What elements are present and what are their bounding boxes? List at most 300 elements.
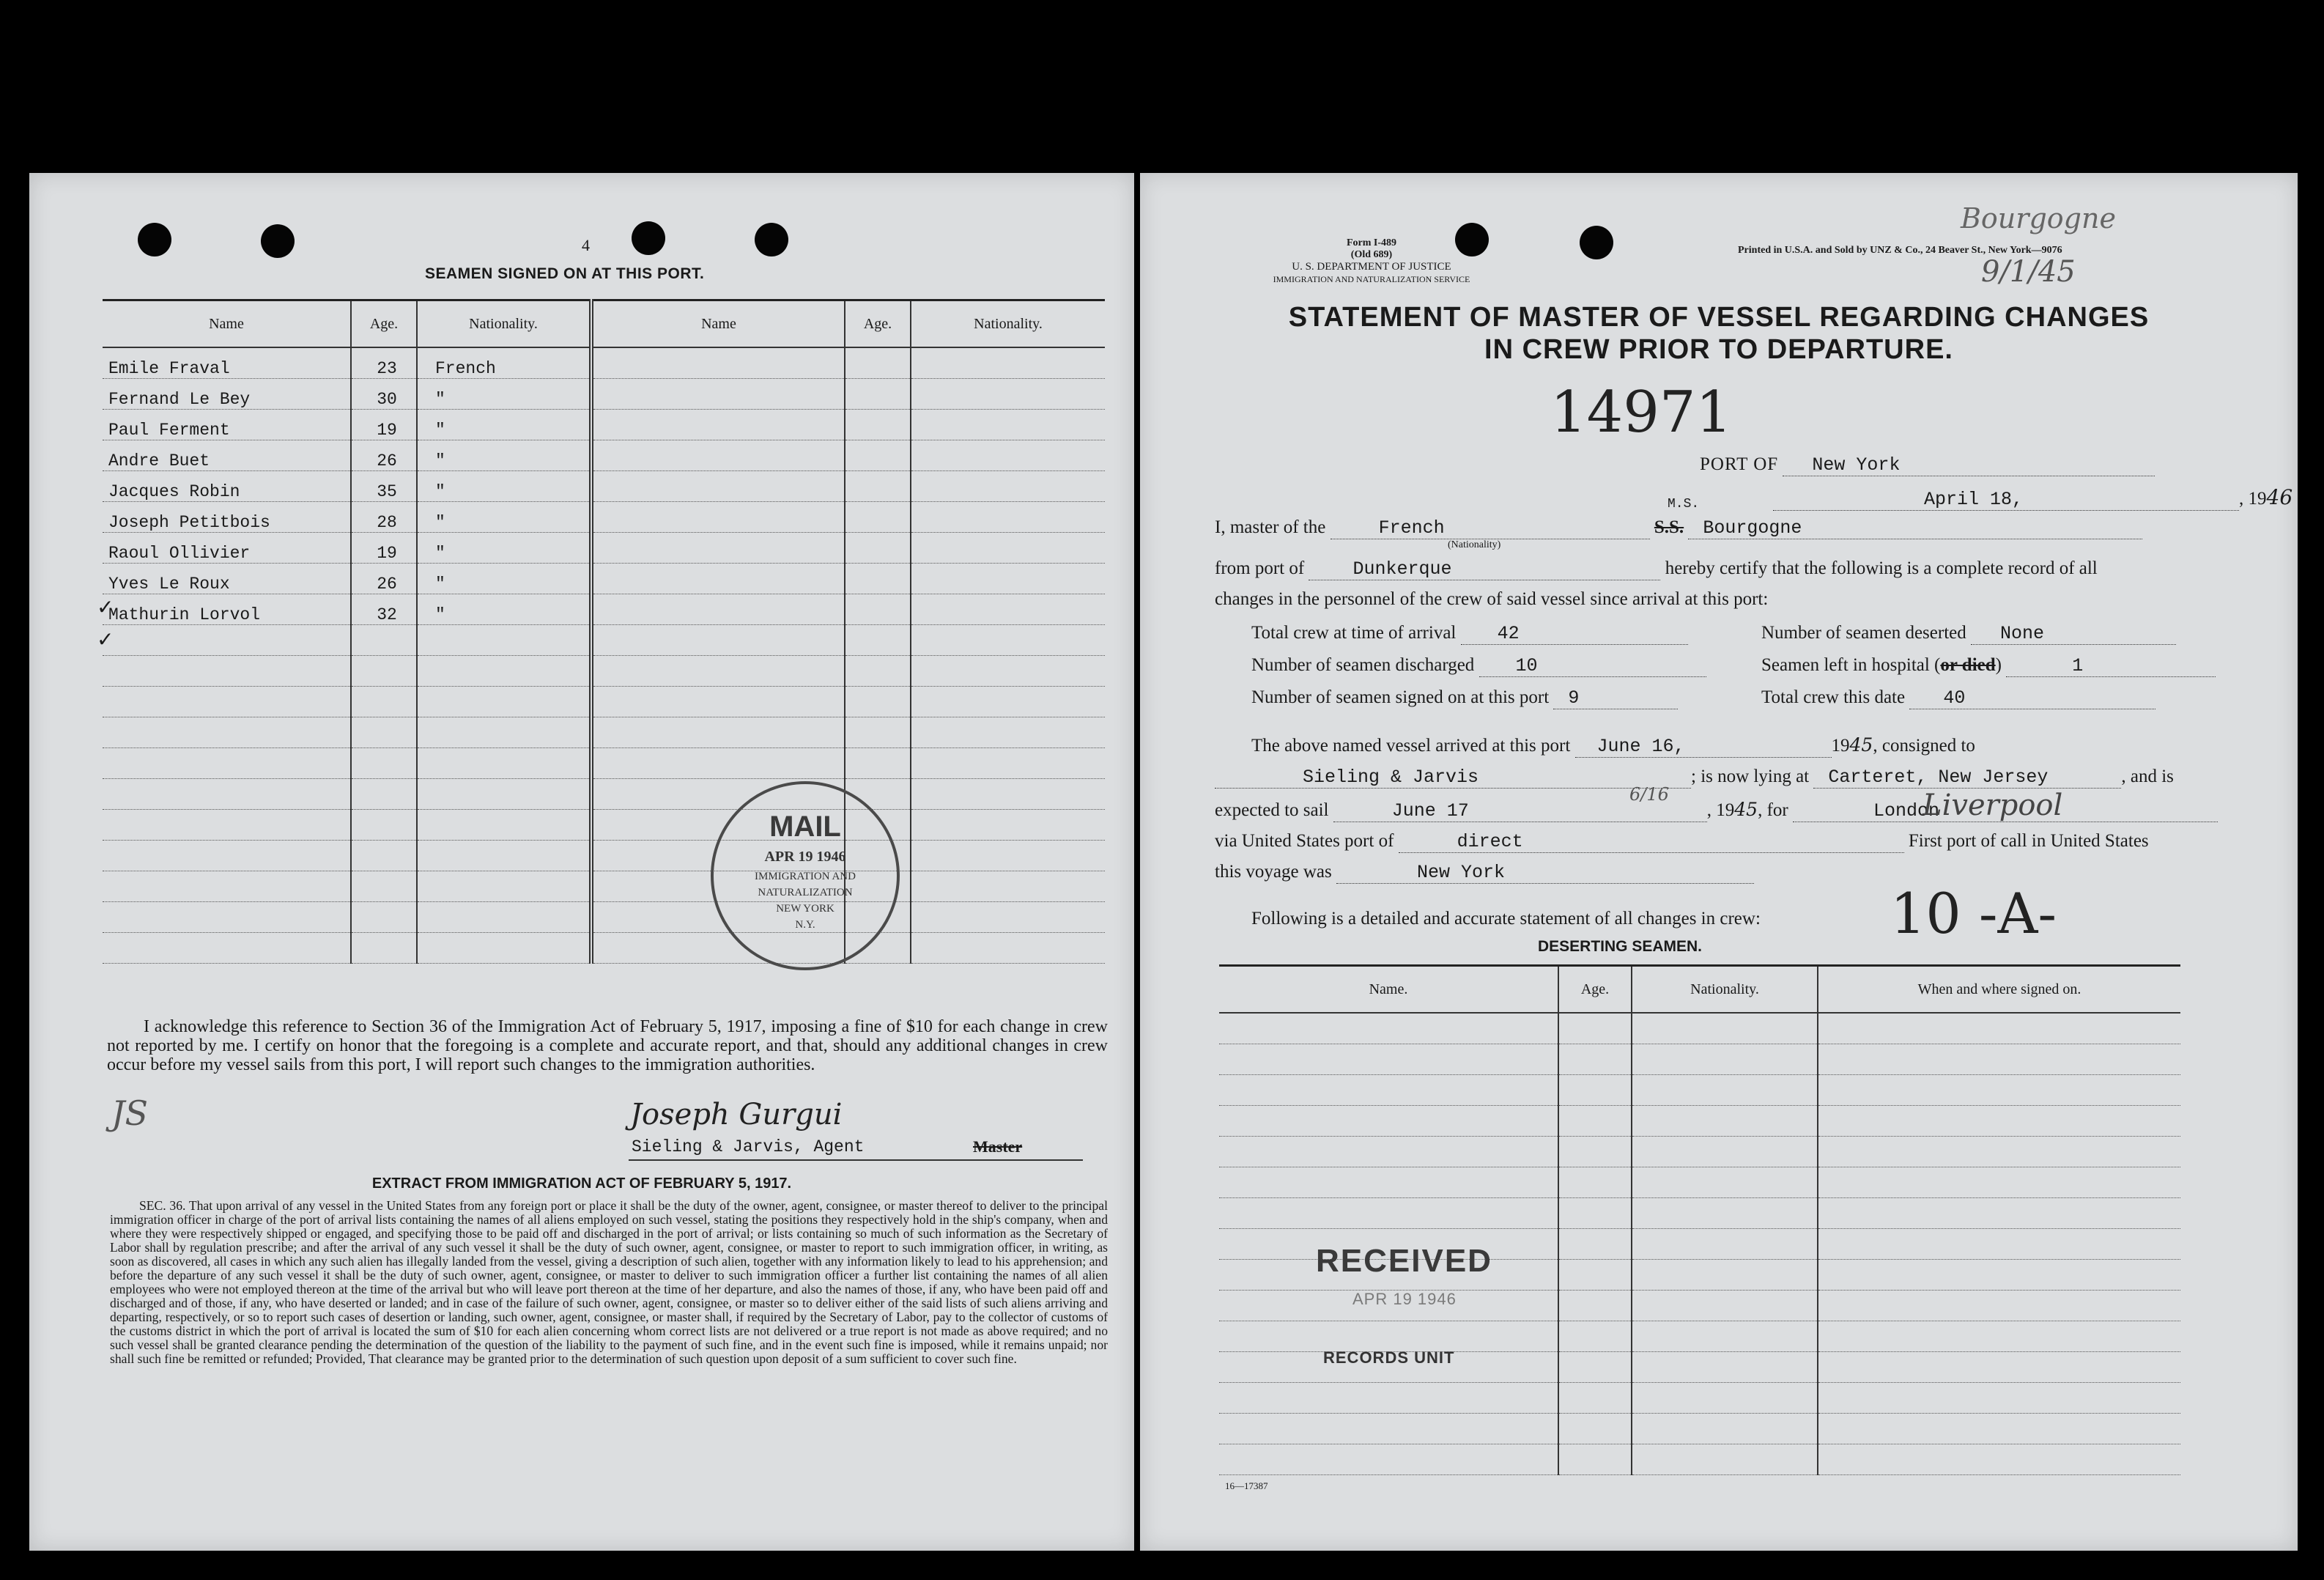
seamen-signed-on-table bbox=[103, 299, 1105, 964]
seaman-nationality: " bbox=[417, 379, 591, 410]
table-row bbox=[103, 779, 1105, 810]
deserting-cell bbox=[1219, 1013, 1558, 1044]
port-label: PORT OF bbox=[1700, 454, 1779, 474]
seaman-name bbox=[591, 687, 845, 717]
seaman-age: 26 bbox=[351, 564, 417, 594]
seaman-name bbox=[103, 841, 351, 871]
total-crew-arrival-line bbox=[1251, 623, 1688, 645]
seaman-age bbox=[845, 379, 911, 410]
check-mark: ✓ bbox=[97, 629, 114, 651]
deserting-cell bbox=[1818, 1229, 2180, 1260]
seaman-nationality: " bbox=[417, 410, 591, 440]
seaman-name bbox=[103, 687, 351, 717]
seaman-nationality bbox=[417, 841, 591, 871]
arrived-label: The above named vessel arrived at this port bbox=[1251, 736, 1571, 756]
seaman-age bbox=[351, 902, 417, 933]
seaman-name: Mathurin Lorvol bbox=[103, 594, 351, 625]
lying-label: ; is now lying at bbox=[1691, 767, 1810, 786]
total-crew-date-value: 40 bbox=[1909, 687, 2155, 709]
deserting-cell bbox=[1632, 1137, 1818, 1167]
expected-year: 45 bbox=[1734, 799, 1758, 820]
voyage-label: this voyage was bbox=[1215, 862, 1332, 882]
form-title-line1: STATEMENT OF MASTER OF VESSEL REGARDING CHANGES bbox=[1288, 302, 2150, 333]
deserting-cell bbox=[1558, 1444, 1632, 1475]
master-line bbox=[1215, 517, 2142, 539]
form-title-line2: IN CREW PRIOR TO DEPARTURE. bbox=[1484, 334, 1953, 365]
column-header-name: Name bbox=[103, 300, 351, 348]
table-header-row bbox=[103, 300, 1105, 348]
deserted-label: Number of seamen deserted bbox=[1761, 623, 1966, 643]
destination-hand-note: Liverpool bbox=[1923, 789, 2063, 822]
deserting-cell bbox=[1818, 1075, 2180, 1106]
hospital-line bbox=[1761, 655, 2216, 677]
footer-code: 16—17387 bbox=[1225, 1480, 1268, 1491]
deserting-cell bbox=[1818, 1044, 2180, 1075]
seaman-name bbox=[591, 440, 845, 471]
seaman-nationality bbox=[911, 564, 1105, 594]
seaman-name: Andre Buet bbox=[103, 440, 351, 471]
mail-stamp bbox=[711, 781, 900, 970]
seaman-nationality bbox=[911, 379, 1105, 410]
deserting-cell bbox=[1558, 1352, 1632, 1383]
deserting-cell bbox=[1632, 1352, 1818, 1383]
table-row bbox=[103, 347, 1105, 379]
deserting-cell bbox=[1558, 1075, 1632, 1106]
seaman-nationality bbox=[911, 810, 1105, 841]
seaman-nationality bbox=[911, 594, 1105, 625]
seaman-nationality bbox=[417, 625, 591, 656]
seaman-age bbox=[845, 502, 911, 533]
expected-year-prefix: , 19 bbox=[1706, 800, 1735, 820]
deserting-cell bbox=[1219, 1444, 1558, 1475]
deserting-heading: DESERTING SEAMEN. bbox=[1537, 938, 1703, 955]
deserting-cell bbox=[1818, 1383, 2180, 1414]
punch-hole bbox=[138, 223, 171, 256]
seaman-nationality bbox=[911, 717, 1105, 748]
from-port-value: Dunkerque bbox=[1309, 558, 1660, 580]
vessel-prefix: M.S. bbox=[1668, 497, 1700, 512]
arrived-year: 45 bbox=[1849, 734, 1873, 756]
seaman-name bbox=[103, 933, 351, 964]
service: IMMIGRATION AND NATURALIZATION SERVICE bbox=[1273, 274, 1470, 284]
seaman-name bbox=[103, 902, 351, 933]
table-row bbox=[1219, 1013, 2180, 1044]
deserting-cell bbox=[1219, 1106, 1558, 1137]
table-row bbox=[103, 502, 1105, 533]
seaman-name bbox=[591, 748, 845, 779]
seaman-name bbox=[103, 810, 351, 841]
seaman-nationality bbox=[417, 656, 591, 687]
column-header-age: Age. bbox=[351, 300, 417, 348]
deserting-cell bbox=[1219, 1321, 1558, 1352]
seaman-nationality bbox=[911, 902, 1105, 933]
table-row bbox=[1219, 1106, 2180, 1137]
expected-hand-note: 6/16 bbox=[1629, 784, 1669, 805]
nationality-value: French bbox=[1331, 517, 1650, 539]
deserting-cell bbox=[1818, 1260, 2180, 1291]
table-row bbox=[1219, 1137, 2180, 1167]
hospital-value: 1 bbox=[2006, 655, 2216, 677]
seaman-name bbox=[591, 533, 845, 564]
records-unit-stamp: RECORDS UNIT bbox=[1323, 1348, 1455, 1367]
signed-on-label: Number of seamen signed on at this port bbox=[1251, 687, 1550, 707]
seaman-age bbox=[845, 347, 911, 379]
seaman-age: 32 bbox=[351, 594, 417, 625]
arrived-line bbox=[1251, 734, 1975, 758]
seaman-age bbox=[845, 471, 911, 502]
seaman-nationality bbox=[911, 687, 1105, 717]
deserting-cell bbox=[1219, 1137, 1558, 1167]
deserting-cell bbox=[1818, 1321, 2180, 1352]
from-port-line bbox=[1215, 558, 2098, 580]
received-stamp: RECEIVED bbox=[1316, 1243, 1492, 1279]
deserting-cell bbox=[1632, 1013, 1818, 1044]
deserting-cell bbox=[1558, 1167, 1632, 1198]
signature-line bbox=[629, 1159, 1083, 1161]
total-crew-arrival-label: Total crew at time of arrival bbox=[1251, 623, 1457, 643]
date-line bbox=[1773, 485, 2292, 511]
page-number: 4 bbox=[582, 236, 590, 254]
hospital-struck: or died bbox=[1940, 655, 1996, 675]
column-header-name: Name bbox=[591, 300, 845, 348]
seaman-age bbox=[351, 810, 417, 841]
certify-text: hereby certify that the following is a complete record of all bbox=[1665, 558, 2098, 578]
table-row bbox=[103, 471, 1105, 502]
deserting-cell bbox=[1558, 1383, 1632, 1414]
mail-stamp-word: MAIL bbox=[769, 811, 841, 843]
table-row bbox=[103, 933, 1105, 964]
vessel-name: Bourgogne bbox=[1688, 517, 2142, 539]
table-row bbox=[103, 841, 1105, 871]
seaman-age bbox=[845, 717, 911, 748]
mail-stamp-line: NATURALIZATION bbox=[758, 887, 853, 898]
deserting-cell bbox=[1632, 1291, 1818, 1321]
arrived-value: June 16, bbox=[1575, 736, 1832, 758]
deserting-cell bbox=[1818, 1414, 2180, 1444]
deserting-cell bbox=[1632, 1260, 1818, 1291]
via-label: via United States port of bbox=[1215, 831, 1394, 851]
seaman-name bbox=[103, 748, 351, 779]
vessel-prefix-struck: S.S. bbox=[1654, 517, 1684, 537]
table-row bbox=[103, 810, 1105, 841]
seaman-age bbox=[845, 687, 911, 717]
table-row bbox=[103, 625, 1105, 656]
total-crew-date-line bbox=[1761, 687, 2155, 709]
table-row bbox=[103, 564, 1105, 594]
table-header-row bbox=[1219, 966, 2180, 1014]
expected-line bbox=[1215, 799, 2218, 822]
seaman-age: 19 bbox=[351, 533, 417, 564]
via-value: direct bbox=[1399, 831, 1904, 853]
table-row bbox=[1219, 1198, 2180, 1229]
deserting-cell bbox=[1632, 1229, 1818, 1260]
seaman-name: Fernand Le Bey bbox=[103, 379, 351, 410]
table-row bbox=[1219, 1167, 2180, 1198]
consignee-line bbox=[1215, 767, 2174, 789]
crew-code: 10 -A- bbox=[1890, 881, 2057, 946]
date-value: April 18, bbox=[1773, 489, 2239, 511]
deserting-cell bbox=[1558, 1044, 1632, 1075]
seaman-age bbox=[351, 687, 417, 717]
seaman-name bbox=[103, 779, 351, 810]
deserting-cell bbox=[1558, 1229, 1632, 1260]
seaman-nationality bbox=[417, 871, 591, 902]
following-text: Following is a detailed and accurate statement of all changes in crew: bbox=[1251, 909, 1761, 929]
seaman-age bbox=[845, 656, 911, 687]
seaman-nationality bbox=[911, 748, 1105, 779]
extract-heading: EXTRACT FROM IMMIGRATION ACT OF FEBRUARY 5, 1917. bbox=[371, 1175, 792, 1192]
seaman-nationality: " bbox=[417, 471, 591, 502]
seaman-age: 30 bbox=[351, 379, 417, 410]
seaman-name bbox=[591, 379, 845, 410]
seaman-age: 35 bbox=[351, 471, 417, 502]
discharged-value: 10 bbox=[1479, 655, 1706, 677]
seaman-nationality: " bbox=[417, 594, 591, 625]
handwritten-initials: JS bbox=[111, 1093, 148, 1133]
seaman-nationality bbox=[911, 440, 1105, 471]
from-port-label: from port of bbox=[1215, 558, 1305, 578]
department: U. S. DEPARTMENT OF JUSTICE bbox=[1292, 261, 1451, 273]
seaman-name bbox=[591, 347, 845, 379]
column-header-age: Age. bbox=[1558, 966, 1632, 1014]
table-row bbox=[103, 871, 1105, 902]
seaman-age: 26 bbox=[351, 440, 417, 471]
seaman-name bbox=[103, 625, 351, 656]
seaman-nationality: French bbox=[417, 347, 591, 379]
seaman-name bbox=[591, 502, 845, 533]
seaman-nationality bbox=[911, 502, 1105, 533]
deserting-cell bbox=[1558, 1260, 1632, 1291]
seaman-age bbox=[351, 871, 417, 902]
deserting-cell bbox=[1632, 1044, 1818, 1075]
column-header-nationality: Nationality. bbox=[911, 300, 1105, 348]
punch-hole bbox=[261, 224, 295, 258]
seaman-nationality: " bbox=[417, 533, 591, 564]
seaman-age bbox=[845, 564, 911, 594]
hospital-close: ) bbox=[1995, 655, 2002, 675]
consignee-value: Sieling & Jarvis bbox=[1215, 767, 1691, 789]
seaman-name bbox=[591, 594, 845, 625]
seaman-age bbox=[845, 440, 911, 471]
deserting-cell bbox=[1219, 1167, 1558, 1198]
seaman-name bbox=[591, 564, 845, 594]
seaman-age bbox=[351, 841, 417, 871]
seaman-nationality bbox=[417, 717, 591, 748]
seaman-nationality bbox=[417, 933, 591, 964]
seaman-nationality bbox=[417, 902, 591, 933]
file-number: 14971 bbox=[1550, 380, 1733, 446]
port-line bbox=[1700, 454, 2155, 476]
table-row bbox=[103, 902, 1105, 933]
consigned-label: , consigned to bbox=[1873, 736, 1975, 756]
column-header-nationality: Nationality. bbox=[417, 300, 591, 348]
mail-stamp-line: NEW YORK bbox=[776, 903, 835, 915]
deserting-cell bbox=[1818, 1137, 2180, 1167]
column-header-name: Name. bbox=[1219, 966, 1558, 1014]
punch-hole bbox=[1580, 226, 1613, 259]
right-page bbox=[1140, 173, 2298, 1551]
seaman-name bbox=[103, 717, 351, 748]
table-row bbox=[103, 533, 1105, 564]
seaman-age: 28 bbox=[351, 502, 417, 533]
table-row bbox=[1219, 1414, 2180, 1444]
seaman-name bbox=[591, 410, 845, 440]
first-port-label: First port of call in United States bbox=[1908, 831, 2149, 851]
arrived-year-prefix: 19 bbox=[1831, 736, 1850, 756]
year-prefix: , 19 bbox=[2239, 489, 2267, 509]
column-header-nationality: Nationality. bbox=[1632, 966, 1818, 1014]
seaman-age bbox=[351, 933, 417, 964]
deserting-cell bbox=[1219, 1383, 1558, 1414]
deserting-cell bbox=[1558, 1137, 1632, 1167]
table-row bbox=[103, 748, 1105, 779]
seaman-nationality bbox=[417, 779, 591, 810]
changes-text: changes in the personnel of the crew of said vessel since arrival at this port: bbox=[1215, 589, 1769, 609]
deserting-cell bbox=[1558, 1291, 1632, 1321]
expected-label: expected to sail bbox=[1215, 800, 1329, 820]
deserted-value: None bbox=[1971, 623, 2176, 645]
table-row bbox=[103, 687, 1105, 717]
left-page bbox=[29, 173, 1134, 1551]
deserting-cell bbox=[1632, 1198, 1818, 1229]
seaman-name: Emile Fraval bbox=[103, 347, 351, 379]
seaman-nationality: " bbox=[417, 440, 591, 471]
seaman-name bbox=[591, 471, 845, 502]
seaman-name: Yves Le Roux bbox=[103, 564, 351, 594]
seaman-name: Paul Ferment bbox=[103, 410, 351, 440]
deserting-cell bbox=[1818, 1013, 2180, 1044]
seaman-age: 19 bbox=[351, 410, 417, 440]
deserting-cell bbox=[1219, 1075, 1558, 1106]
form-number: Form I-489 bbox=[1346, 237, 1397, 248]
mail-stamp-line: IMMIGRATION AND bbox=[755, 871, 856, 882]
seaman-name bbox=[591, 625, 845, 656]
section-heading: SEAMEN SIGNED ON AT THIS PORT. bbox=[425, 265, 705, 282]
seaman-name: Joseph Petitbois bbox=[103, 502, 351, 533]
table-row bbox=[103, 440, 1105, 471]
seaman-age bbox=[845, 625, 911, 656]
seaman-name bbox=[103, 656, 351, 687]
seaman-nationality bbox=[911, 347, 1105, 379]
destination-value: London bbox=[1793, 800, 2218, 822]
agent-signature: Joseph Gurgui bbox=[630, 1098, 843, 1132]
table-row bbox=[1219, 1321, 2180, 1352]
total-crew-arrival-value: 42 bbox=[1461, 623, 1688, 645]
deserting-cell bbox=[1818, 1106, 2180, 1137]
seaman-name bbox=[591, 656, 845, 687]
mail-stamp-line: N.Y. bbox=[795, 919, 815, 931]
discharged-line bbox=[1251, 655, 1706, 677]
seaman-age bbox=[845, 748, 911, 779]
mail-stamp-date: APR 19 1946 bbox=[764, 849, 846, 865]
check-mark: ✓ bbox=[97, 597, 114, 619]
seaman-age bbox=[351, 656, 417, 687]
seaman-nationality bbox=[911, 841, 1105, 871]
seaman-nationality bbox=[417, 687, 591, 717]
deserting-cell bbox=[1558, 1414, 1632, 1444]
deserting-cell bbox=[1558, 1198, 1632, 1229]
table-body bbox=[103, 347, 1105, 964]
deserting-seamen-table bbox=[1219, 964, 2180, 1475]
port-value: New York bbox=[1783, 454, 2155, 476]
seaman-age bbox=[351, 779, 417, 810]
signed-on-line bbox=[1251, 687, 1678, 709]
deserting-cell bbox=[1818, 1352, 2180, 1383]
deserting-cell bbox=[1818, 1167, 2180, 1198]
table-row bbox=[1219, 1383, 2180, 1414]
voyage-line bbox=[1215, 862, 1754, 884]
deserting-cell bbox=[1558, 1013, 1632, 1044]
table-row bbox=[103, 379, 1105, 410]
expected-value: June 17 bbox=[1333, 800, 1707, 822]
master-of-label: I, master of the bbox=[1215, 517, 1326, 537]
hospital-label: Seamen left in hospital ( bbox=[1761, 655, 1941, 675]
deserting-cell bbox=[1632, 1414, 1818, 1444]
deserting-cell bbox=[1219, 1198, 1558, 1229]
seaman-age bbox=[845, 533, 911, 564]
seaman-nationality bbox=[911, 410, 1105, 440]
and-is: , and is bbox=[2121, 767, 2174, 786]
seaman-nationality bbox=[911, 471, 1105, 502]
punch-hole bbox=[632, 221, 665, 255]
extract-text: SEC. 36. That upon arrival of any vessel in the United States from any foreign port or place it shall be the duty of the owner, agent, consignee, or master thereof to deliver to the principal immigration officer in charge of the port of arrival lists containing the names of all aliens employed on such vessel, stating the positions they respectively hold in the ship's company, when and where they were respectively shipped or engaged, and specifying those to be paid off and discharged in the port of arrival; or lists containing so much of such information as the Secretary of Labor shall by regulation prescribe; and after the arrival of any such vessel it shall be the duty of such owner, agent, consignee, or master to report to such immigration officer, in writing, as soon as discovered, all cases in which any such alien has illegally landed from the vessel, giving a description of such alien, together with any information likely to lead to his apprehension; and before the departure of any such vessel it shall be the duty of such owner, agent, consignee, or master to deliver to such immigration officer a further list containing the names of all alien employees who were not employed thereon at the time of the arrival but who will leave port thereon at the time of her departure, and also the names of those, if any, who have been paid off and discharged and of those, if any, who have deserted or landed; and in case of the failure of such owner, agent, consignee, or master so to deliver either of the said lists of such aliens arriving and departing, respectively, or so to report such cases of desertion or landing, such owner, agent, consignee, or master shall, if required by the Secretary of Labor, pay to the collector of customs of the customs district in which the port of arrival is located the sum of $10 for each alien concerning whom correct lists are not delivered or a true report is not made as above required; and no such vessel shall be granted clearance pending the determination of the question of the liability to the payment of such fine, and in the event such fine is imposed, while it remains unpaid; nor shall such fine be remitted or refunded; Provided, That clearance may be granted prior to the determination of such question upon deposit of a sum sufficient to cover such fine. bbox=[110, 1198, 1108, 1366]
seaman-age bbox=[845, 594, 911, 625]
agent-name: Sieling & Jarvis, Agent bbox=[632, 1137, 865, 1156]
deserted-line bbox=[1761, 623, 2176, 645]
table-row bbox=[103, 410, 1105, 440]
seaman-age bbox=[351, 625, 417, 656]
deserting-cell bbox=[1219, 1044, 1558, 1075]
deserting-cell bbox=[1818, 1291, 2180, 1321]
corner-note-date: 9/1/45 bbox=[1981, 255, 2076, 289]
seaman-nationality bbox=[911, 779, 1105, 810]
nationality-caption: (Nationality) bbox=[1448, 539, 1501, 550]
seaman-name bbox=[103, 871, 351, 902]
seaman-age bbox=[845, 410, 911, 440]
table-row bbox=[1219, 1044, 2180, 1075]
deserting-cell bbox=[1818, 1198, 2180, 1229]
for-label: , for bbox=[1758, 800, 1788, 820]
seaman-nationality bbox=[911, 933, 1105, 964]
master-label: Master bbox=[973, 1137, 1023, 1156]
punch-hole bbox=[755, 223, 788, 256]
seaman-nationality: " bbox=[417, 564, 591, 594]
table-row bbox=[103, 594, 1105, 625]
table-row bbox=[1219, 1444, 2180, 1475]
total-crew-date-label: Total crew this date bbox=[1761, 687, 1906, 707]
table-row bbox=[1219, 1075, 2180, 1106]
seaman-name bbox=[591, 717, 845, 748]
deserting-cell bbox=[1632, 1444, 1818, 1475]
signed-on-value: 9 bbox=[1553, 687, 1678, 709]
seaman-nationality bbox=[417, 810, 591, 841]
seaman-nationality bbox=[911, 533, 1105, 564]
seaman-age bbox=[351, 717, 417, 748]
received-date: APR 19 1946 bbox=[1352, 1290, 1457, 1308]
deserting-cell bbox=[1219, 1414, 1558, 1444]
column-header-signed-on: When and where signed on. bbox=[1818, 966, 2180, 1014]
corner-note: Bourgogne bbox=[1961, 202, 2116, 235]
seaman-name: Jacques Robin bbox=[103, 471, 351, 502]
deserting-cell bbox=[1632, 1321, 1818, 1352]
column-header-age: Age. bbox=[845, 300, 911, 348]
deserting-cell bbox=[1632, 1383, 1818, 1414]
acknowledgement-text: I acknowledge this reference to Section 36 of the Immigration Act of February 5, 1917, imposing a fine of $10 for each change in crew not reported by me. I certify on honor that the foregoing is a complete and accurate report, and that, should any additional changes in crew occur before my vessel sails from this port, I will report such changes to the immigration authorities. bbox=[107, 1017, 1108, 1074]
deserting-cell bbox=[1632, 1075, 1818, 1106]
seaman-nationality bbox=[417, 748, 591, 779]
voyage-value: New York bbox=[1336, 862, 1754, 884]
deserting-cell bbox=[1632, 1167, 1818, 1198]
